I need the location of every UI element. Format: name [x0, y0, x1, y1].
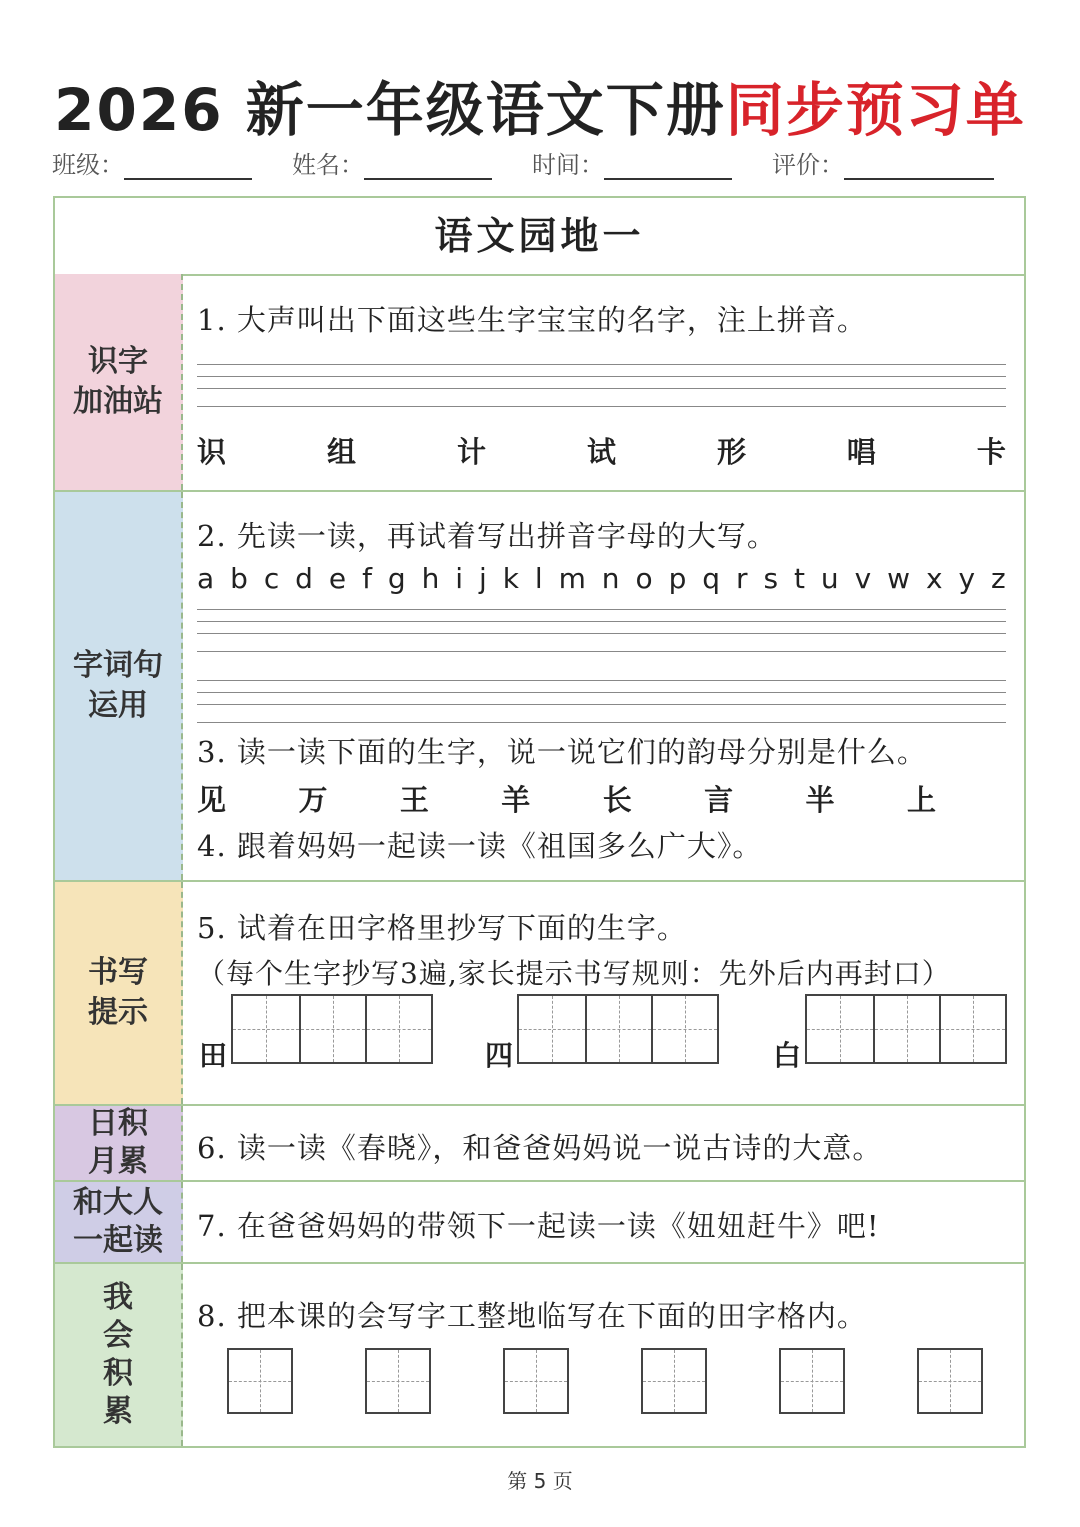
letter: i: [455, 562, 464, 595]
name-input-line[interactable]: [364, 150, 492, 180]
time-field: 时间：: [532, 145, 732, 180]
char-list-3: [197, 778, 936, 819]
char: 言: [704, 783, 734, 817]
char: 万: [298, 783, 328, 817]
worksheet: [53, 196, 1026, 1448]
writing-line[interactable]: [197, 722, 1006, 723]
writing-line[interactable]: [197, 609, 1006, 610]
letter: u: [820, 562, 839, 595]
letter: b: [230, 562, 248, 595]
question-1: 1. 大声叫出下面这些生字宝宝的名字，注上拼音。: [197, 303, 867, 337]
row-label-writing: 书写 提示: [55, 882, 183, 1104]
writing-line[interactable]: [197, 633, 1006, 634]
writing-line[interactable]: [197, 692, 1006, 693]
letter: f: [362, 562, 372, 595]
letter: r: [736, 562, 748, 595]
info-bar: [52, 145, 1032, 185]
row-label-literacy: 识字 加油站: [55, 274, 183, 490]
char: 唱: [846, 435, 876, 469]
char: 计: [456, 435, 486, 469]
char: 识: [197, 435, 227, 469]
char: 试: [586, 435, 616, 469]
letter: z: [990, 562, 1006, 595]
char: 半: [805, 783, 835, 817]
letter: x: [925, 562, 943, 595]
pinyin-line[interactable]: [197, 388, 1006, 389]
section-title: 语文园地一: [55, 198, 1024, 276]
question-4: 4. 跟着妈妈一起读一读《祖国多么广大》。: [197, 829, 763, 863]
copy-char: 白: [773, 1039, 802, 1072]
pinyin-line[interactable]: [197, 406, 1006, 407]
class-input-line[interactable]: [124, 150, 252, 180]
char: 长: [602, 783, 632, 817]
question-3: 3. 读一读下面的生字，说一说它们的韵母分别是什么。: [197, 735, 927, 769]
tianzige-group[interactable]: [517, 994, 719, 1064]
letter: v: [854, 562, 872, 595]
letter: y: [958, 562, 976, 595]
tianzige-group[interactable]: [231, 994, 433, 1064]
row-read-together: [55, 1182, 1024, 1264]
writing-line[interactable]: [197, 621, 1006, 622]
copy-char: 田: [199, 1039, 228, 1072]
tianzige-box[interactable]: [917, 1348, 983, 1414]
name-field: 姓名：: [292, 145, 492, 180]
time-input-line[interactable]: [604, 150, 732, 180]
char: 上: [906, 783, 936, 817]
tianzige-box[interactable]: [641, 1348, 707, 1414]
row-usage: [55, 492, 1024, 882]
question-8: 8. 把本课的会写字工整地临写在下面的田字格内。: [197, 1299, 867, 1333]
tianzige-group[interactable]: [805, 994, 1007, 1064]
question-5: 5. 试着在田字格里抄写下面的生字。: [197, 911, 687, 945]
letter: s: [763, 562, 779, 595]
tianzige-box[interactable]: [779, 1348, 845, 1414]
letter: h: [421, 562, 440, 595]
rating-field: 评价：: [772, 145, 994, 180]
char: 组: [326, 435, 356, 469]
char: 见: [197, 783, 227, 817]
alphabet-row: [197, 562, 1006, 595]
letter: k: [502, 562, 519, 595]
page-title: 2026 新一年级语文下册同步预习单: [54, 76, 1026, 144]
class-field: 班级：: [52, 145, 252, 180]
row-i-can: [55, 1264, 1024, 1446]
tianzige-box[interactable]: [365, 1348, 431, 1414]
letter: l: [534, 562, 543, 595]
letter: t: [793, 562, 805, 595]
letter: q: [702, 562, 721, 595]
rating-input-line[interactable]: [844, 150, 994, 180]
question-6: 6. 读一读《春晓》，和爸爸妈妈说一说古诗的大意。: [197, 1131, 883, 1165]
question-7: 7. 在爸爸妈妈的带领下一起读一读《妞妞赶牛》吧!: [197, 1209, 880, 1243]
letter: m: [558, 562, 586, 595]
char: 王: [399, 783, 429, 817]
tianzige-box[interactable]: [227, 1348, 293, 1414]
letter: d: [295, 562, 313, 595]
tianzige-box[interactable]: [503, 1348, 569, 1414]
pinyin-line[interactable]: [197, 376, 1006, 377]
row-accumulate: [55, 1106, 1024, 1182]
writing-line[interactable]: [197, 680, 1006, 681]
row-literacy: [55, 274, 1024, 492]
letter: n: [601, 562, 620, 595]
row-writing: [55, 882, 1024, 1106]
char-list-1: [197, 430, 1006, 471]
writing-line[interactable]: [197, 704, 1006, 705]
row-label-i-can: 我 会 积 累: [55, 1264, 183, 1446]
char: 卡: [976, 435, 1006, 469]
letter: o: [635, 562, 653, 595]
question-2: 2. 先读一读，再试着写出拼音字母的大写。: [197, 519, 777, 553]
char: 羊: [501, 783, 531, 817]
letter: p: [668, 562, 687, 595]
char: 形: [716, 435, 746, 469]
letter: w: [887, 562, 911, 595]
letter: e: [328, 562, 347, 595]
copy-char: 四: [485, 1039, 514, 1072]
page-number: 第 5 页: [507, 1469, 573, 1493]
row-label-read-together: 和大人 一起读: [55, 1182, 183, 1262]
letter: g: [387, 562, 406, 595]
writing-line[interactable]: [197, 651, 1006, 652]
pinyin-line[interactable]: [197, 364, 1006, 365]
letter: c: [263, 562, 280, 595]
letter: j: [478, 562, 487, 595]
row-label-usage: 字词句 运用: [55, 492, 183, 880]
letter: a: [197, 562, 215, 595]
question-5-note: （每个生字抄写3遍,家长提示书写规则：先外后内再封口）: [197, 957, 951, 990]
row-label-accumulate: 日积 月累: [55, 1106, 183, 1180]
